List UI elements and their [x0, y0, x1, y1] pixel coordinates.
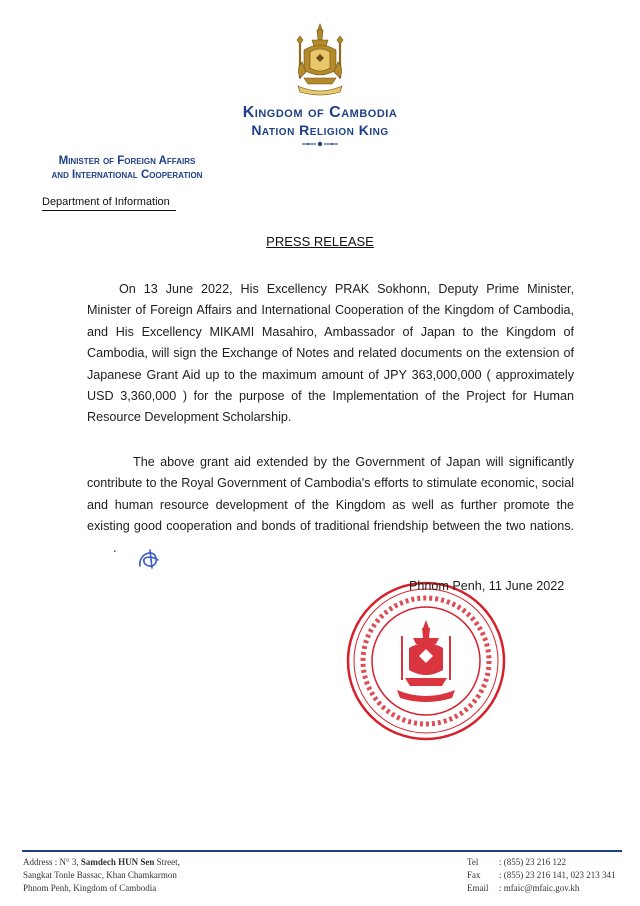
- department-underline: [42, 210, 176, 211]
- tel-row: [467, 856, 637, 869]
- address-street-suffix: Street,: [156, 857, 180, 867]
- kingdom-title: Kingdom of Cambodia: [242, 104, 398, 121]
- address-line-3: Phnom Penh, Kingdom of Cambodia: [23, 883, 157, 893]
- royal-coat-of-arms-icon: [290, 22, 350, 98]
- press-release-title-text: PRESS RELEASE: [266, 234, 374, 249]
- ministry-name-line1: Minister of Foreign Affairs: [58, 155, 196, 167]
- body-paragraph-2: [87, 452, 574, 559]
- ornament-divider-icon: [300, 140, 340, 148]
- footer-contact: [467, 856, 637, 895]
- tel-label: Tel: [467, 857, 479, 867]
- body-paragraph-2-text: The above grant aid extended by the Government of Japan will significantly contribute to the Royal Government of Cambodia's efforts to stimulate economic, social and human resource development of the Kingdom as well as further promote the existing good cooperation and bonds of traditional friendship between the two nations.: [87, 455, 574, 534]
- signature-initial-icon: [136, 548, 164, 570]
- press-release-title: [0, 234, 640, 249]
- address-street-name: Samdech HUN Sen: [80, 857, 155, 867]
- fax-row: [467, 869, 637, 882]
- paragraph-end-mark: .: [113, 540, 117, 555]
- official-seal-stamp-icon: [343, 578, 509, 744]
- body-paragraph-1: On 13 June 2022, His Excellency PRAK Sokhonn, Deputy Prime Minister, Minister of Foreign Affairs and International Cooperation of the Kingdom of Cambodia, and His Excellency MIKAMI Masahiro, Ambassador of Japan to the Kingdom of Cambodia, will sign the Exchange of Notes and related documents on the extension of Japanese Grant Aid up to the maximum amount of JPY 363,000,000 ( approximately USD 3,360,000 ) for the purpose of the Implementation of the Project for Human Resource Development Scholarship.: [87, 282, 574, 425]
- kingdom-motto: Nation Religion King: [251, 122, 389, 138]
- email-value: : mfaic@mfaic.gov.kh: [499, 883, 580, 893]
- place-and-date: Phnom Penh, 11 June 2022: [409, 579, 565, 593]
- footer-address: [23, 856, 253, 895]
- fax-value: : (855) 23 216 141, 023 213 341: [499, 870, 616, 880]
- fax-label: Fax: [467, 870, 481, 880]
- address-line-1: [23, 856, 253, 869]
- email-label: Email: [467, 883, 489, 893]
- address-line-2: Sangkat Tonle Bassac, Khan Chamkarmon: [23, 870, 177, 880]
- ministry-name-line2: and International Cooperation: [51, 169, 203, 181]
- department-label: Department of Information: [42, 196, 170, 208]
- tel-value: : (855) 23 216 122: [499, 857, 566, 867]
- email-row: [467, 882, 637, 895]
- footer-divider: [22, 850, 622, 852]
- address-label: Address : N° 3,: [23, 857, 79, 867]
